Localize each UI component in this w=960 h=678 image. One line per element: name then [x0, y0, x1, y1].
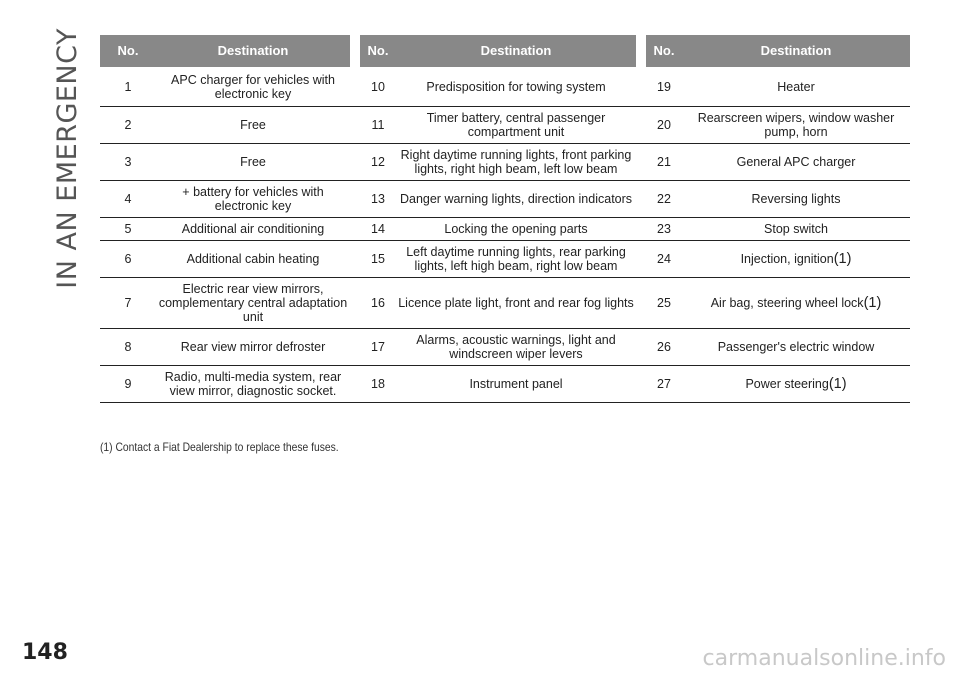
fuse-destination: Power steering(1)	[682, 366, 910, 403]
fuse-destination: Right daytime running lights, front parking lights, right high beam, left low beam	[396, 144, 636, 181]
fuse-destination: Electric rear view mirrors, complementary central adaptation unit	[156, 278, 350, 329]
table-row	[100, 241, 910, 278]
fuse-destination: APC charger for vehicles with electronic key	[156, 67, 350, 107]
fuse-number: 12	[360, 144, 396, 181]
fuse-number: 5	[100, 218, 156, 241]
fuse-destination: + battery for vehicles with electronic key	[156, 181, 350, 218]
fuse-destination: Reversing lights	[682, 181, 910, 218]
table-row	[100, 329, 910, 366]
fuse-number: 9	[100, 366, 156, 403]
fuse-number: 16	[360, 278, 396, 329]
fuse-number: 10	[360, 67, 396, 107]
fuse-number: 18	[360, 366, 396, 403]
fuse-destination: Danger warning lights, direction indicators	[396, 181, 636, 218]
fuse-destination: Heater	[682, 67, 910, 107]
fuse-destination: Air bag, steering wheel lock(1)	[682, 278, 910, 329]
fuse-destination: Free	[156, 144, 350, 181]
fuse-number: 22	[646, 181, 682, 218]
fuse-destination: Additional air conditioning	[156, 218, 350, 241]
fuse-table	[100, 35, 910, 403]
header-no-3: No.	[646, 35, 682, 67]
fuse-number: 13	[360, 181, 396, 218]
header-no-1: No.	[100, 35, 156, 67]
table-row	[100, 366, 910, 403]
fuse-destination: Timer battery, central passenger compartment unit	[396, 107, 636, 144]
fuse-destination: Free	[156, 107, 350, 144]
page-number: 148	[22, 640, 68, 665]
fuse-number: 15	[360, 241, 396, 278]
fuse-number: 23	[646, 218, 682, 241]
header-no-2: No.	[360, 35, 396, 67]
fuse-destination: Licence plate light, front and rear fog lights	[396, 278, 636, 329]
header-destination-2: Destination	[396, 35, 636, 67]
footnote: (1) Contact a Fiat Dealership to replace these fuses.	[100, 440, 339, 454]
fuse-number: 6	[100, 241, 156, 278]
fuse-number: 27	[646, 366, 682, 403]
table-row	[100, 67, 910, 107]
fuse-number: 19	[646, 67, 682, 107]
watermark: carmanualsonline.info	[702, 646, 946, 671]
fuse-number: 20	[646, 107, 682, 144]
footnote-marker: (1)	[863, 295, 882, 311]
fuse-number: 14	[360, 218, 396, 241]
table-row	[100, 144, 910, 181]
fuse-destination: General APC charger	[682, 144, 910, 181]
footnote-marker: (1)	[833, 251, 852, 267]
footnote-marker: (1)	[828, 376, 847, 392]
fuse-destination: Left daytime running lights, rear parking lights, left high beam, right low beam	[396, 241, 636, 278]
fuse-destination: Stop switch	[682, 218, 910, 241]
fuse-destination: Predisposition for towing system	[396, 67, 636, 107]
fuse-destination: Locking the opening parts	[396, 218, 636, 241]
fuse-destination: Rearscreen wipers, window washer pump, horn	[682, 107, 910, 144]
table-row	[100, 218, 910, 241]
fuse-number: 2	[100, 107, 156, 144]
fuse-destination: Passenger's electric window	[682, 329, 910, 366]
fuse-destination: Rear view mirror defroster	[156, 329, 350, 366]
section-tab: IN AN EMERGENCY	[52, 28, 83, 289]
fuse-number: 25	[646, 278, 682, 329]
header-destination-1: Destination	[156, 35, 350, 67]
header-destination-3: Destination	[682, 35, 910, 67]
fuse-destination: Radio, multi-media system, rear view mirror, diagnostic socket.	[156, 366, 350, 403]
fuse-number: 4	[100, 181, 156, 218]
fuse-destination: Injection, ignition(1)	[682, 241, 910, 278]
fuse-number: 21	[646, 144, 682, 181]
fuse-number: 8	[100, 329, 156, 366]
fuse-destination: Alarms, acoustic warnings, light and windscreen wiper levers	[396, 329, 636, 366]
fuse-number: 1	[100, 67, 156, 107]
table-header-row	[100, 35, 910, 67]
table-row	[100, 181, 910, 218]
table-row	[100, 278, 910, 329]
fuse-number: 7	[100, 278, 156, 329]
fuse-number: 24	[646, 241, 682, 278]
fuse-number: 3	[100, 144, 156, 181]
table-row	[100, 107, 910, 144]
fuse-number: 17	[360, 329, 396, 366]
fuse-number: 11	[360, 107, 396, 144]
fuse-destination: Instrument panel	[396, 366, 636, 403]
fuse-number: 26	[646, 329, 682, 366]
fuse-destination: Additional cabin heating	[156, 241, 350, 278]
